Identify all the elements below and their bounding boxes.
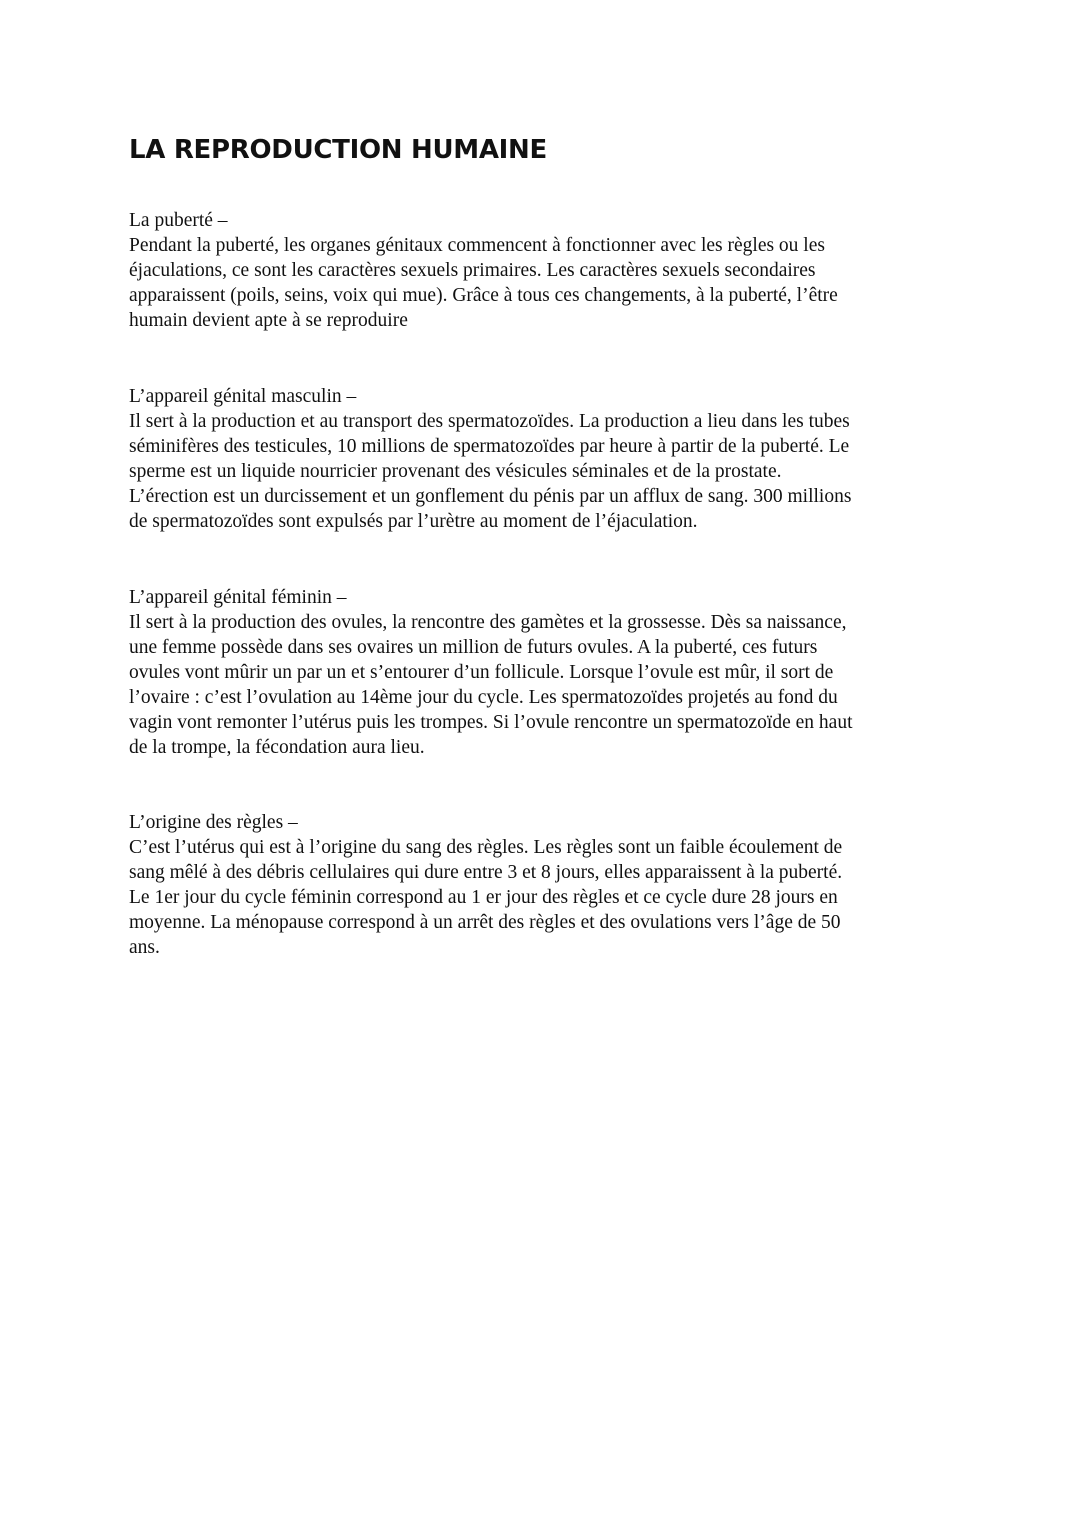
paragraph-line: apparaissent (poils, seins, voix qui mue). Grâce à tous ces changements, à la puberté, l’être xyxy=(129,285,838,306)
paragraph-line: C’est l’utérus qui est à l’origine du sang des règles. Les règles sont un faible écoulement de xyxy=(129,837,843,858)
section-puberte xyxy=(129,208,959,333)
paragraph-line: Pendant la puberté, les organes génitaux commencent à fonctionner avec les règles ou les xyxy=(129,235,825,256)
section-heading: L’origine des règles – xyxy=(129,812,298,833)
paragraph-line: Il sert à la production et au transport des spermatozoïdes. La production a lieu dans les tubes xyxy=(129,411,850,432)
paragraph-line: une femme possède dans ses ovaires un million de futurs ovules. A la puberté, ces futurs xyxy=(129,637,818,658)
section-appareil-feminin xyxy=(129,585,959,760)
paragraph-line: sperme est un liquide nourricier provenant des vésicules séminales et de la prostate. xyxy=(129,461,782,482)
section-heading: La puberté – xyxy=(129,210,228,231)
paragraph-line: moyenne. La ménopause correspond à un arrêt des règles et des ovulations vers l’âge de 50 xyxy=(129,912,841,933)
section-appareil-masculin xyxy=(129,384,959,534)
paragraph-line: ovules vont mûrir un par un et s’entourer d’un follicule. Lorsque l’ovule est mûr, il sort de xyxy=(129,662,834,683)
paragraph-line: ans. xyxy=(129,937,160,958)
paragraph-line: l’ovaire : c’est l’ovulation au 14ème jour du cycle. Les spermatozoïdes projetés au fond du xyxy=(129,687,838,708)
paragraph-line: humain devient apte à se reproduire xyxy=(129,310,408,331)
paragraph-line: séminifères des testicules, 10 millions de spermatozoïdes par heure à partir de la puberté. Le xyxy=(129,436,850,457)
paragraph-line: éjaculations, ce sont les caractères sexuels primaires. Les caractères sexuels secondaires xyxy=(129,260,816,281)
document-title: LA REPRODUCTION HUMAINE xyxy=(129,135,547,165)
section-origine-regles xyxy=(129,810,959,960)
section-heading: L’appareil génital masculin – xyxy=(129,386,357,407)
section-heading: L’appareil génital féminin – xyxy=(129,587,347,608)
paragraph-line: Le 1er jour du cycle féminin correspond au 1 er jour des règles et ce cycle dure 28 jours en xyxy=(129,887,838,908)
paragraph-line: de la trompe, la fécondation aura lieu. xyxy=(129,737,425,758)
paragraph-line: sang mêlé à des débris cellulaires qui dure entre 3 et 8 jours, elles apparaissent à la puberté. xyxy=(129,862,843,883)
paragraph-line: Il sert à la production des ovules, la rencontre des gamètes et la grossesse. Dès sa naissance, xyxy=(129,612,847,633)
paragraph-line: de spermatozoïdes sont expulsés par l’urètre au moment de l’éjaculation. xyxy=(129,511,698,532)
paragraph-line: vagin vont remonter l’utérus puis les trompes. Si l’ovule rencontre un spermatozoïde en haut xyxy=(129,712,853,733)
paragraph-line: L’érection est un durcissement et un gonflement du pénis par un afflux de sang. 300 millions xyxy=(129,486,852,507)
